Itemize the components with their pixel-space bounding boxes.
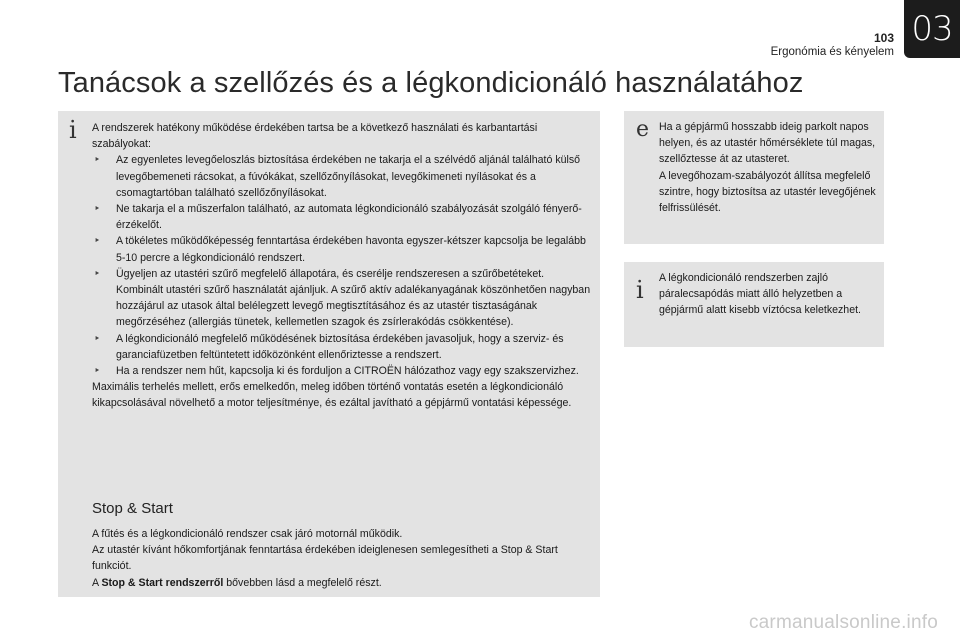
stop-start-para-3-prefix: A xyxy=(92,576,102,589)
section-label: Ergonómia és kényelem xyxy=(770,46,894,58)
chapter-tab: 03 xyxy=(904,0,960,58)
list-item: ‣ A légkondicionáló megfelelő működésének biztosítása érdekében javasoljuk, hogy a szerviz- és garanciafüzetben feltüntetett időközönként ellenőriztesse a rendszert. xyxy=(92,331,592,363)
stop-start-para-3-suffix: bővebben lásd a megfelelő részt. xyxy=(223,576,382,589)
info-icon: i xyxy=(69,116,77,144)
stop-start-crossref: Stop & Start rendszerről xyxy=(101,576,224,589)
main-info-panel xyxy=(58,111,600,597)
ventilation-tip-line-2: A levegőhozam-szabályozót állítsa megfelelő szintre, hogy biztosítsa az utastér levegőjének felfrissülését. xyxy=(659,169,876,215)
rules-list xyxy=(92,152,592,379)
stop-start-para-3 xyxy=(92,575,592,591)
list-item: ‣ Az egyenletes levegőeloszlás biztosítása érdekében ne takarja el a szélvédő aljánál található külső levegőbemeneti rácsokat, a fúvókákat, szellőzőnyílásokat, levegőkimeneti nyílásokat és a csomagtartóban található szellőzőnyílásokat. xyxy=(92,152,592,201)
ventilation-tip-panel xyxy=(624,111,884,244)
stop-start-para-2: Az utastér kívánt hőkomfortjának fenntartása érdekében ideiglenesen semlegesítheti a Stop & Start funkciót. xyxy=(92,544,558,573)
condensation-info-panel xyxy=(624,262,884,347)
main-panel-body xyxy=(92,120,592,412)
watermark: carmanualsonline.info xyxy=(748,612,938,633)
list-item: ‣ Ha a rendszer nem hűt, kapcsolja ki és forduljon a CITROËN hálózathoz vagy egy szakszervizhez. xyxy=(92,363,592,379)
eco-tip-icon: e xyxy=(636,117,650,142)
stop-start-body xyxy=(92,526,592,591)
condensation-info-text: A légkondicionáló rendszerben zajló páralecsapódás miatt álló helyzetben a gépjármű alatt kisebb víztócsa keletkezhet. xyxy=(659,272,861,317)
max-load-note: Maximális terhelés mellett, erős emelkedőn, meleg időben történő vontatás esetén a légkondicionáló kikapcsolásával növelhető a motor teljesítménye, és ezáltal javítható a gépjármű vontatási képessége. xyxy=(92,381,572,410)
filter-bullet-text: Ügyeljen az utastéri szűrő megfelelő állapotára, és cserélje rendszeresen a szűrőbetéteket. xyxy=(116,267,545,280)
info-icon: i xyxy=(636,276,644,304)
ventilation-tip-line-1: Ha a gépjármű hosszabb ideig parkolt napos helyen, és az utastér hőmérséklete túl magas, szellőztesse át az utasteret. xyxy=(659,121,876,166)
list-item xyxy=(92,266,592,331)
list-item: ‣ A tökéletes működőképesség fenntartása érdekében havonta egyszer-kétszer kapcsolja be legalább 5-10 percre a légkondicionáló rendszert. xyxy=(92,233,592,265)
filter-note: Kombinált utastéri szűrő használatát ajánljuk. A szűrő aktív adalékanyagának köszönhetően nagyban hozzájárul az utasok által belélegzett levegő megtisztításához és az utastér tisztaságának megőrzéséhez (allergiás tünetek, kellemetlen szagok és zsírlerakódás csökkentése). xyxy=(116,284,591,329)
stop-start-para-1: A fűtés és a légkondicionáló rendszer csak járó motornál működik. xyxy=(92,528,403,540)
ventilation-tip-text xyxy=(659,119,877,216)
intro-text: A rendszerek hatékony működése érdekében tartsa be a következő használati és karbantartási szabályokat: xyxy=(92,122,538,151)
page-title: Tanácsok a szellőzés és a légkondicionáló használatához xyxy=(58,67,804,99)
stop-start-heading: Stop & Start xyxy=(92,500,173,517)
page-number: 103 xyxy=(873,31,894,45)
list-item: ‣ Ne takarja el a műszerfalon található, az automata légkondicionáló szabályozását szolgáló fényerő-érzékelőt. xyxy=(92,201,592,233)
